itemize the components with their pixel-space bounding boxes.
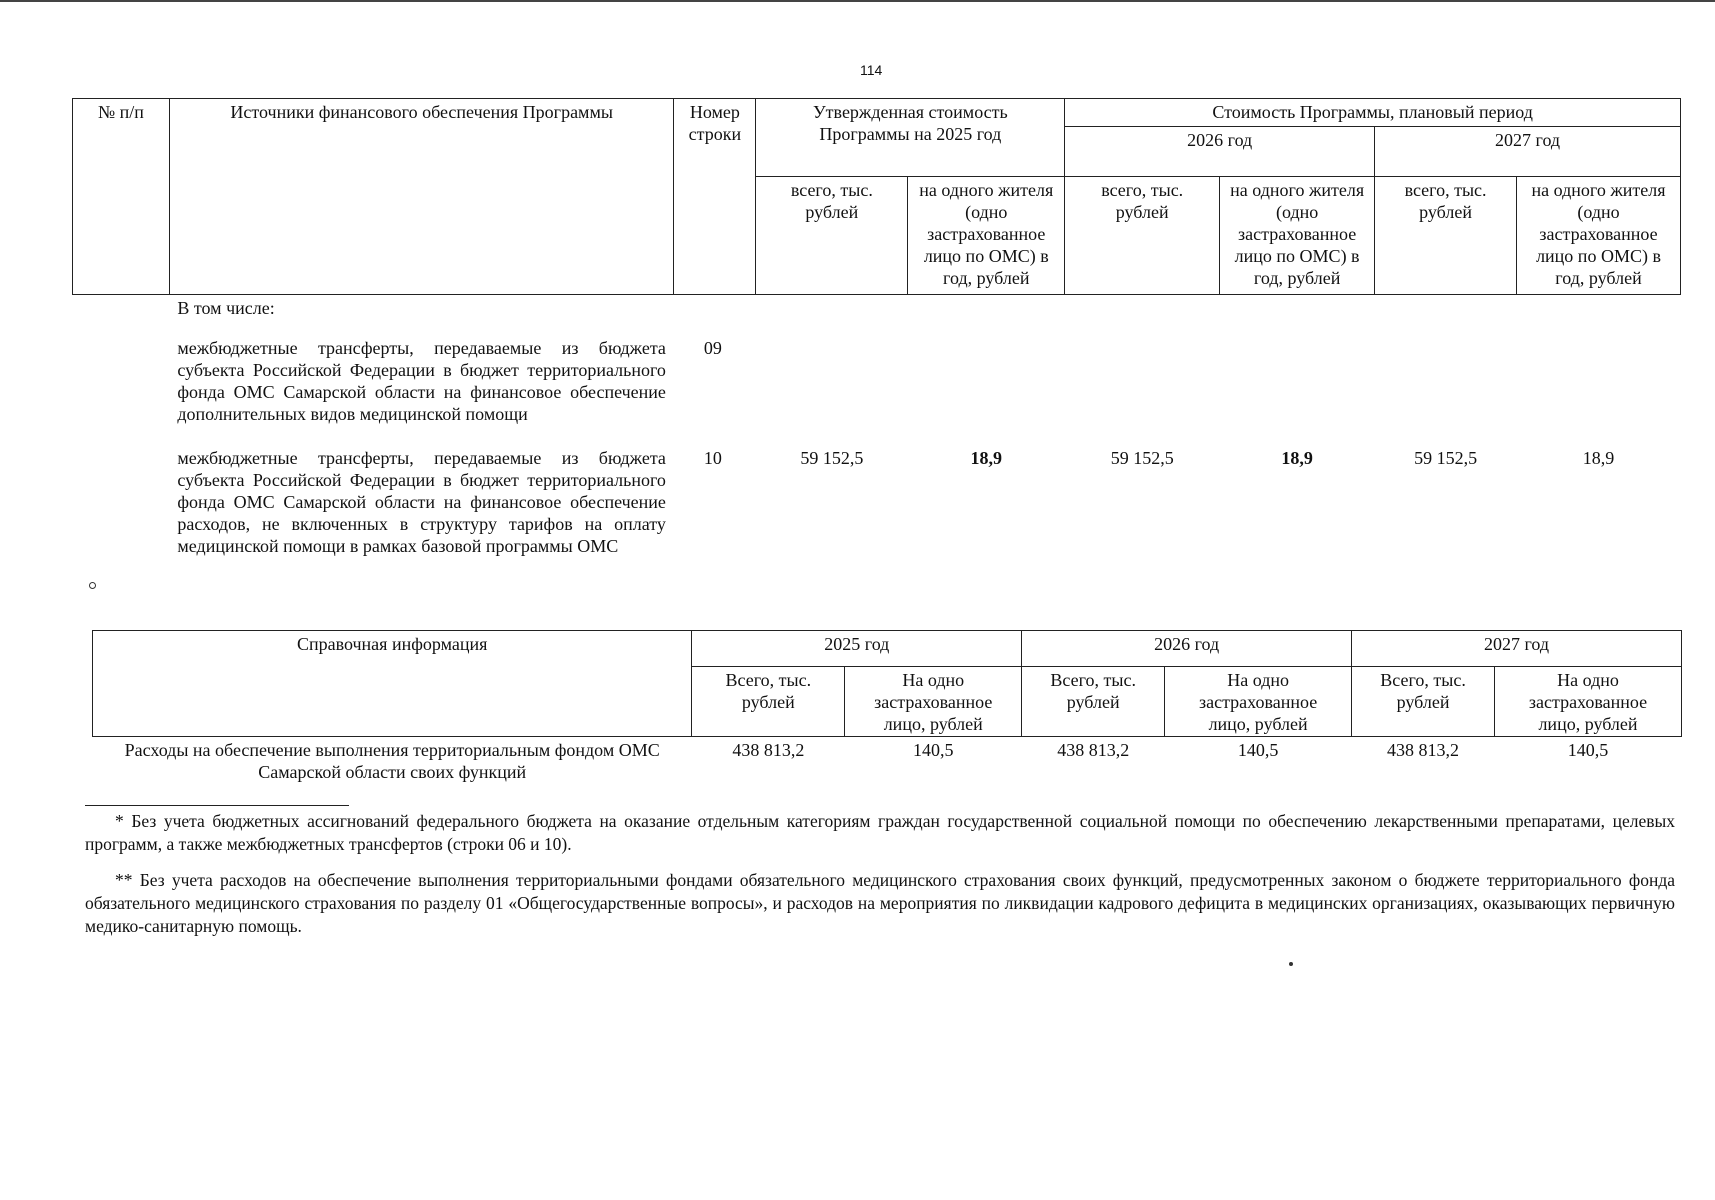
table-row: [93, 737, 1682, 784]
scan-speck: [1289, 962, 1293, 966]
page-number: 114: [860, 62, 883, 78]
ref-row-label: Расходы на обеспечение выполнения территориальным фондом ОМС Самарской области своих функций: [124, 740, 660, 782]
row-09-2026-per: [1220, 327, 1375, 439]
ref-2025-per-header: На одно застрахованное лицо, рублей: [845, 667, 1022, 737]
ref-2027-per-header: На одно застрахованное лицо, рублей: [1495, 667, 1682, 737]
row-10-2026-total: 59 152,5: [1110, 448, 1174, 468]
scan-mark: [89, 582, 96, 589]
row-10-2027-total: 59 152,5: [1414, 448, 1478, 468]
ref-header-title: Справочная информация: [93, 631, 692, 737]
header-approved-2025: Утвержденная стоимость Программы на 2025 год: [756, 99, 1065, 177]
ref-row-2026-total: 438 813,2: [1057, 740, 1130, 760]
header-2027-total: всего, тыс. рублей: [1375, 177, 1517, 295]
footnote-1: * Без учета бюджетных ассигнований федерального бюджета на оказание отдельным категориям граждан государственной социальной помощи по обеспечению лекарственными препаратами, целевых программ, а также межбюджетных трансфертов (строки 06 и 10).: [85, 811, 1675, 854]
row-09-2025-per: [908, 327, 1065, 439]
ref-row-2027-total: 438 813,2: [1387, 740, 1460, 760]
header-2026-per-resident: на одного жителя (одно застрахованное лицо по ОМС) в год, рублей: [1220, 177, 1375, 295]
table-row: [73, 439, 1681, 557]
header-2025-per-resident: на одного жителя (одно застрахованное лицо по ОМС) в год, рублей: [908, 177, 1065, 295]
ref-header-2027: 2027 год: [1352, 631, 1682, 667]
table-row: [73, 327, 1681, 439]
ref-row-2025-total: 438 813,2: [732, 740, 805, 760]
row-10-2025-per: 18,9: [970, 448, 1003, 468]
ref-row-2026-per: 140,5: [1237, 740, 1279, 760]
ref-2025-total-header: Всего, тыс. рублей: [692, 667, 845, 737]
row-10-2026-per: 18,9: [1281, 448, 1313, 468]
row-10-2025-total: 59 152,5: [800, 448, 864, 468]
row-10-line: 10: [703, 448, 722, 468]
including-label: В том числе:: [177, 298, 275, 318]
reference-table: [92, 630, 1682, 783]
header-row-number: Номер строки: [674, 99, 756, 295]
header-planned-period: Стоимость Программы, плановый период: [1065, 99, 1681, 127]
row-10-2027-per: 18,9: [1582, 448, 1615, 468]
footnote-2: ** Без учета расходов на обеспечение выполнения территориальными фондами обязательного медицинского страхования своих функций, предусмотренных законом о бюджете территориального фонда обязательного медицинского страхования по разделу 01 «Общегосударственные вопросы», и расходов на мероприятия по ликвидации кадрового дефицита в медицинских организациях, оказывающих первичную медико-санитарную помощь.: [85, 870, 1675, 936]
header-sources: Источники финансового обеспечения Программы: [169, 99, 674, 295]
ref-2026-total-header: Всего, тыс. рублей: [1022, 667, 1165, 737]
row-09-2026-total: [1065, 327, 1220, 439]
header-2026-total: всего, тыс. рублей: [1065, 177, 1220, 295]
header-year-2027: 2027 год: [1375, 127, 1681, 177]
ref-2026-per-header: На одно застрахованное лицо, рублей: [1165, 667, 1352, 737]
ref-row-2025-per: 140,5: [913, 740, 954, 760]
financing-table: [72, 98, 1681, 557]
row-10-description: межбюджетные трансферты, передаваемые из бюджета субъекта Российской Федерации в бюджет территориального фонда ОМС Самарской области на финансовое обеспечение расходов, не включенных в структуру тарифов на оплату медицинской помощи в рамках базовой программы ОМС: [177, 448, 666, 556]
header-year-2026: 2026 год: [1065, 127, 1375, 177]
ref-row-2027-per: 140,5: [1567, 740, 1609, 760]
header-2027-per-resident: на одного жителя (одно застрахованное лицо по ОМС) в год, рублей: [1517, 177, 1681, 295]
footnote-divider: [85, 805, 349, 806]
ref-2027-total-header: Всего, тыс. рублей: [1352, 667, 1495, 737]
row-09-2027-per: [1517, 327, 1681, 439]
row-09-2027-total: [1375, 327, 1517, 439]
ref-header-2026: 2026 год: [1022, 631, 1352, 667]
row-09-line: 09: [703, 338, 722, 358]
row-09-description: межбюджетные трансферты, передаваемые из бюджета субъекта Российской Федерации в бюджет территориального фонда ОМС Самарской области на финансовое обеспечение дополнительных видов медицинской помощи: [177, 338, 666, 424]
row-09-2025-total: [756, 327, 908, 439]
page-top-border: [0, 0, 1715, 2]
header-2025-total: всего, тыс. рублей: [756, 177, 908, 295]
header-row-no: № п/п: [73, 99, 170, 295]
ref-header-2025: 2025 год: [692, 631, 1022, 667]
